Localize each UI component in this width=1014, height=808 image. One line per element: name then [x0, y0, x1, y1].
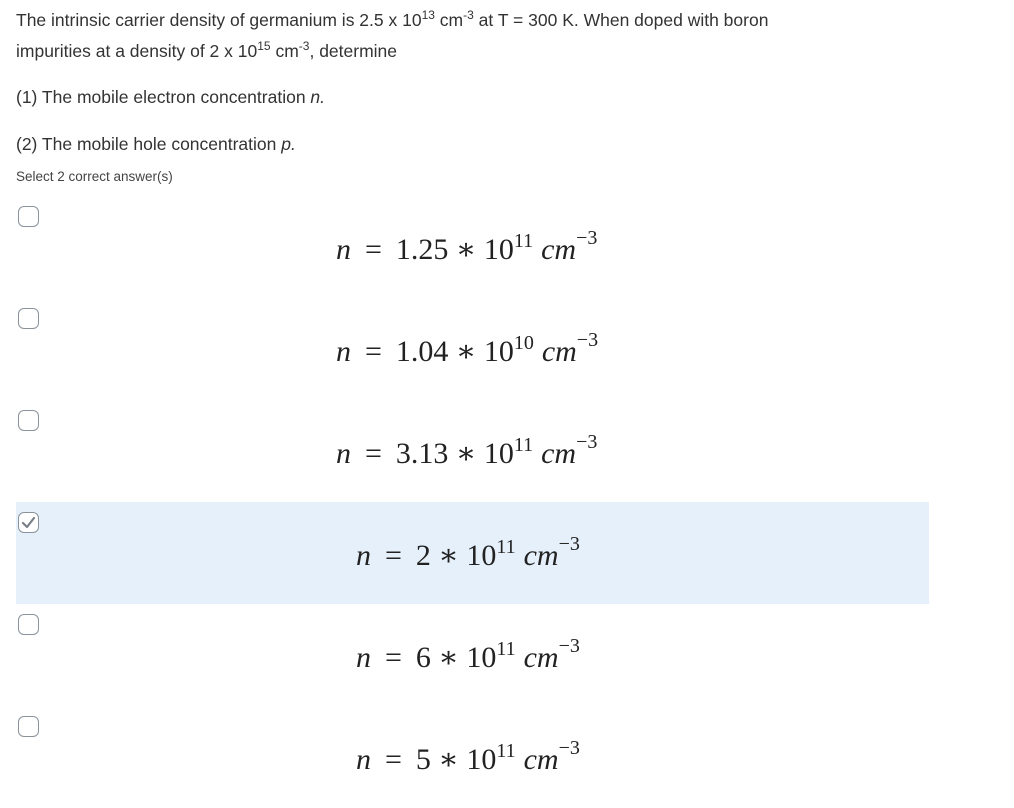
- equals-sign: =: [365, 335, 382, 368]
- unit-exponent: −3: [576, 227, 598, 249]
- equation-unit: cm: [523, 539, 559, 572]
- equation-variable: n: [336, 233, 351, 266]
- part-1-prompt: [16, 84, 325, 110]
- equation-variable: n: [336, 437, 351, 470]
- equation-coefficient: 5 ∗ 10: [415, 743, 497, 776]
- question-text-part: cm: [270, 41, 299, 61]
- part-1-variable: n.: [310, 87, 326, 107]
- question-text-part: The intrinsic carrier density of germanium is 2.5 x 10: [16, 10, 422, 30]
- equation-exponent: 10: [513, 332, 534, 354]
- answer-options: [16, 196, 929, 808]
- answer-equation: [336, 329, 599, 372]
- answer-equation: [336, 431, 598, 474]
- question-text: [16, 5, 916, 67]
- equals-sign: =: [385, 641, 402, 674]
- exponent: -3: [463, 8, 474, 22]
- equation-unit: cm: [523, 641, 559, 674]
- answer-checkbox[interactable]: [18, 308, 39, 329]
- answer-checkbox[interactable]: [18, 512, 39, 533]
- part-1-text: (1) The mobile electron concentration: [16, 87, 311, 107]
- equation-exponent: 11: [496, 740, 516, 762]
- answer-equation: [356, 737, 580, 780]
- equation-variable: n: [356, 539, 371, 572]
- equation-coefficient: 1.04 ∗ 10: [395, 335, 514, 368]
- answer-equation: [336, 227, 598, 270]
- exponent: 15: [257, 39, 271, 53]
- exponent: 13: [421, 8, 435, 22]
- equation-unit: cm: [541, 335, 577, 368]
- equation-exponent: 11: [496, 536, 516, 558]
- question-line-2: [16, 36, 916, 67]
- question-text-part: cm: [434, 10, 464, 30]
- equation-variable: n: [356, 743, 371, 776]
- question-text-part: , determine: [309, 41, 398, 61]
- part-2-text: (2) The mobile hole concentration: [16, 134, 282, 154]
- select-hint: Select 2 correct answer(s): [16, 169, 173, 184]
- exponent: -3: [298, 39, 310, 53]
- answer-equation: [356, 635, 580, 678]
- equation-exponent: 11: [513, 230, 534, 252]
- equation-unit: cm: [541, 437, 577, 470]
- equation-exponent: 11: [496, 638, 516, 660]
- equation-coefficient: 3.13 ∗ 10: [395, 437, 514, 470]
- question-text-part: at T = 300 K. When doped with boron: [473, 10, 769, 30]
- answer-checkbox[interactable]: [18, 410, 39, 431]
- part-2-prompt: [16, 131, 296, 157]
- answer-option-2[interactable]: [16, 298, 929, 400]
- answer-checkbox[interactable]: [18, 716, 39, 737]
- answer-option-3[interactable]: [16, 400, 929, 502]
- equation-unit: cm: [541, 233, 577, 266]
- equation-coefficient: 6 ∗ 10: [415, 641, 497, 674]
- equation-coefficient: 2 ∗ 10: [415, 539, 497, 572]
- answer-equation: [356, 533, 580, 576]
- unit-exponent: −3: [576, 431, 598, 453]
- question-line-1: [16, 5, 916, 36]
- equals-sign: =: [365, 437, 382, 470]
- equals-sign: =: [385, 743, 402, 776]
- answer-option-5[interactable]: [16, 604, 929, 706]
- unit-exponent: −3: [558, 635, 580, 657]
- unit-exponent: −3: [558, 533, 580, 555]
- equation-exponent: 11: [513, 434, 534, 456]
- answer-option-4[interactable]: [16, 502, 929, 604]
- question-text-part: impurities at a density of 2 x 10: [16, 41, 258, 61]
- equals-sign: =: [365, 233, 382, 266]
- part-2-variable: p.: [281, 134, 296, 154]
- answer-option-1[interactable]: [16, 196, 929, 298]
- equation-coefficient: 1.25 ∗ 10: [395, 233, 514, 266]
- unit-exponent: −3: [558, 737, 580, 759]
- checkmark-icon: [21, 516, 36, 529]
- equation-unit: cm: [523, 743, 559, 776]
- unit-exponent: −3: [576, 329, 599, 351]
- equation-variable: n: [336, 335, 351, 368]
- answer-option-6[interactable]: [16, 706, 929, 808]
- answer-checkbox[interactable]: [18, 614, 39, 635]
- equals-sign: =: [385, 539, 402, 572]
- answer-checkbox[interactable]: [18, 206, 39, 227]
- equation-variable: n: [356, 641, 371, 674]
